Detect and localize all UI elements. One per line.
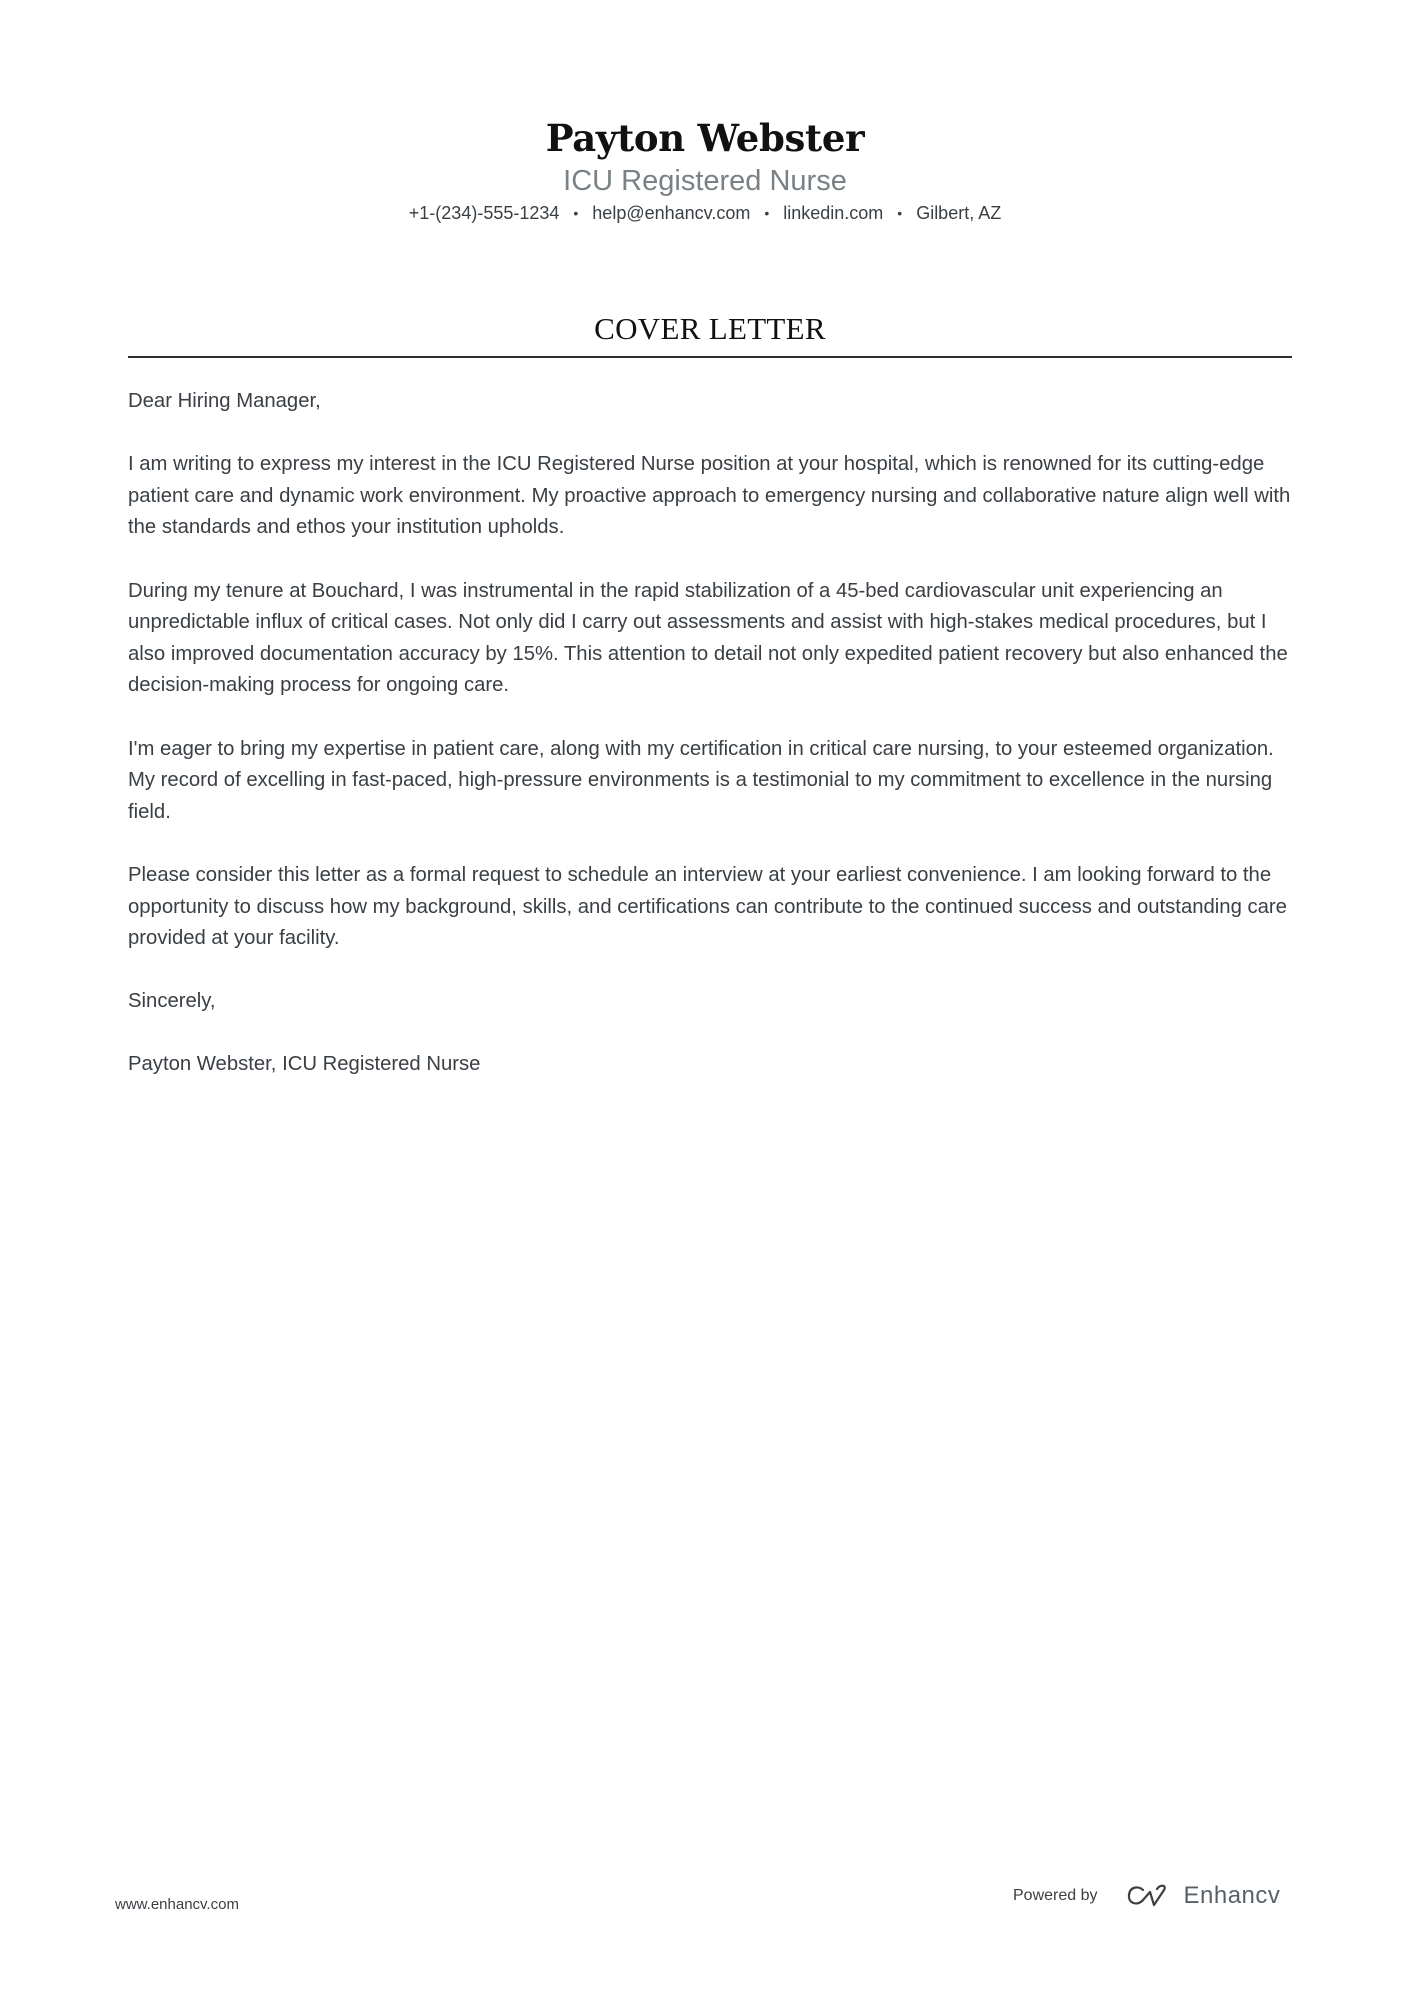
letter-paragraph: Please consider this letter as a formal request to schedule an interview at your earliest convenience. I am looking forward to the opportunity to discuss how my background, skills, and certifications can contribute to the continued success and outstanding care provided at your facility. (128, 863, 1287, 950)
contact-phone: +1-(234)-555-1234 (408, 203, 560, 223)
contact-email[interactable]: help@enhancv.com (592, 203, 751, 223)
letter-body (128, 386, 1298, 1113)
letter-paragraph: I am writing to express my interest in the ICU Registered Nurse position at your hospital, which is renowned for its cutting-edge patient care and dynamic work environment. My proactive approach to emergency nursing and collaborative nature align well with the standards and ethos your institution upholds. (128, 453, 1291, 539)
resume-header (0, 113, 1410, 227)
separator-dot: • (573, 205, 579, 221)
contact-linkedin[interactable]: linkedin.com (783, 203, 884, 223)
footer-branding[interactable] (1013, 1882, 1280, 1910)
letter-paragraph: During my tenure at Bouchard, I was instrumental in the rapid stabilization of a 45-bed cardiovascular unit experiencing an unpredictable influx of critical cases. Not only did I carry out assessments and assist with high-stakes medical procedures, but I also improved documentation accuracy by 15%. This attention to detail not only expedited patient recovery but also enhanced the decision-making process for ongoing care. (128, 579, 1288, 697)
footer-website-link[interactable]: www.enhancv.com (115, 1896, 239, 1913)
separator-dot: • (764, 205, 770, 221)
section-title: COVER LETTER (594, 311, 826, 346)
powered-by-label: Powered by (1013, 1887, 1098, 1904)
salutation: Dear Hiring Manager, (128, 390, 321, 412)
signature: Payton Webster, ICU Registered Nurse (128, 1053, 481, 1076)
contact-location: Gilbert, AZ (916, 203, 1002, 223)
candidate-title: ICU Registered Nurse (563, 165, 847, 197)
contact-line (0, 200, 1410, 227)
closing: Sincerely, (128, 990, 216, 1013)
section-divider (128, 356, 1292, 358)
separator-dot: • (897, 205, 903, 221)
candidate-name: Payton Webster (545, 116, 865, 160)
letter-paragraph: I'm eager to bring my expertise in patient care, along with my certification in critical care nursing, to your esteemed organization. My record of excelling in fast-paced, high-pressure environments is a testimonial to my commitment to excellence in the nursing field. (128, 737, 1274, 823)
enhancv-wordmark: Enhancv (1183, 1882, 1281, 1909)
enhancv-logo-icon (1126, 1884, 1172, 1908)
